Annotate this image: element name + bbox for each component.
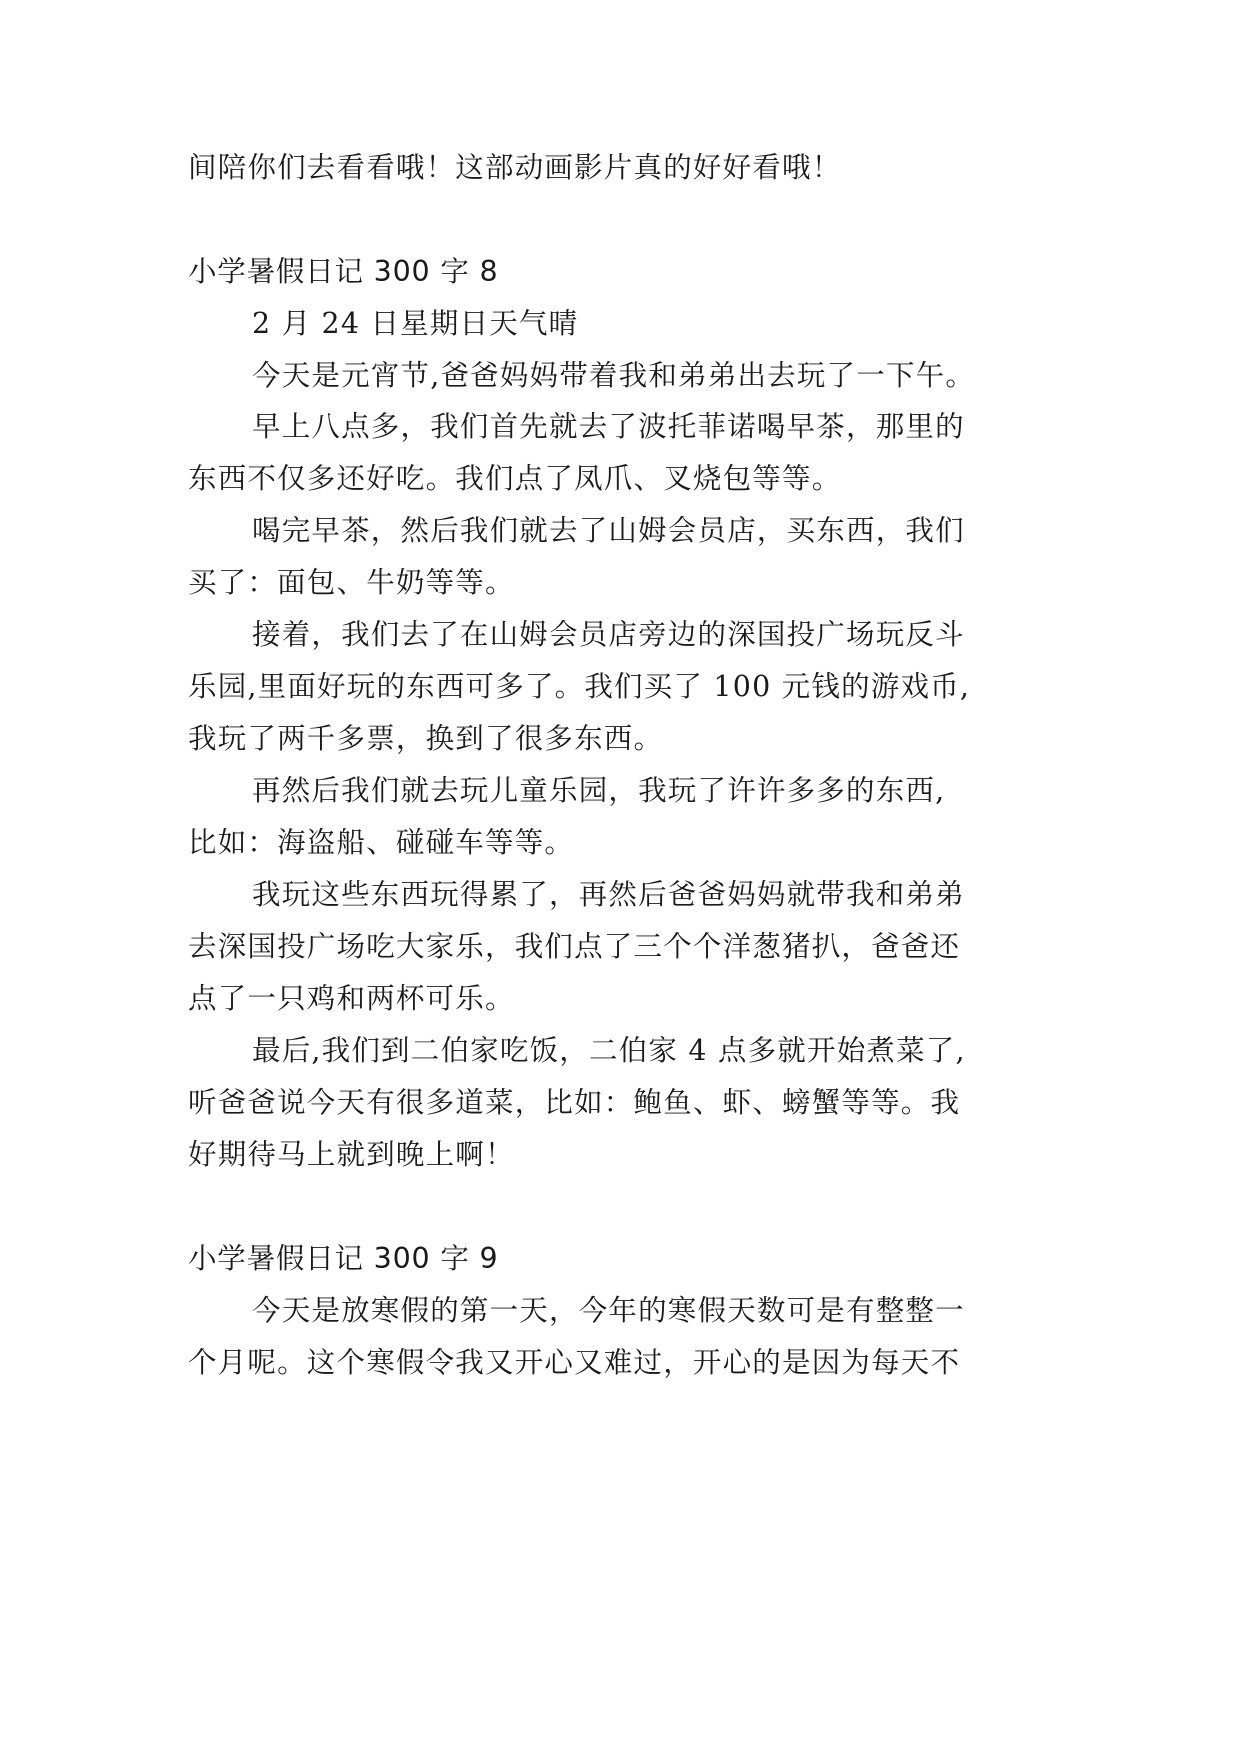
paragraph-line: 我玩了两千多票，换到了很多东西。 — [188, 722, 664, 755]
paragraph-line: 再然后我们就去玩儿童乐园，我玩了许许多多的东西, — [252, 774, 946, 807]
paragraph-line: 喝完早茶，然后我们就去了山姆会员店，买东西，我们 — [252, 514, 965, 547]
paragraph-line: 好期待马上就到晚上啊！ — [188, 1138, 515, 1171]
diary-date-line: 2 月 24 日星期日天气晴 — [252, 307, 579, 340]
paragraph-line: 东西不仅多还好吃。我们点了凤爪、叉烧包等等。 — [188, 462, 842, 495]
paragraph-line: 买了：面包、牛奶等等。 — [188, 566, 515, 599]
paragraph-line: 比如：海盗船、碰碰车等等。 — [188, 826, 575, 859]
section-heading: 小学暑假日记 300 字 8 — [188, 255, 499, 288]
paragraph-line: 点了一只鸡和两杯可乐。 — [188, 982, 515, 1015]
paragraph-line: 今天是放寒假的第一天，今年的寒假天数可是有整整一 — [252, 1294, 965, 1327]
paragraph-line: 听爸爸说今天有很多道菜，比如：鲍鱼、虾、螃蟹等等。我 — [188, 1086, 961, 1119]
paragraph-line: 乐园,里面好玩的东西可多了。我们买了 100 元钱的游戏币, — [188, 670, 971, 703]
paragraph-line: 去深国投广场吃大家乐，我们点了三个个洋葱猪扒，爸爸还 — [188, 930, 961, 963]
paragraph-line: 个月呢。这个寒假令我又开心又难过，开心的是因为每天不 — [188, 1346, 961, 1379]
paragraph-line: 间陪你们去看看哦！这部动画影片真的好好看哦！ — [188, 151, 842, 184]
paragraph-line: 最后,我们到二伯家吃饭，二伯家 4 点多就开始煮菜了, — [252, 1034, 966, 1067]
paragraph-line: 今天是元宵节,爸爸妈妈带着我和弟弟出去玩了一下午。 — [252, 359, 976, 392]
paragraph-line: 我玩这些东西玩得累了，再然后爸爸妈妈就带我和弟弟 — [252, 878, 965, 911]
section-heading: 小学暑假日记 300 字 9 — [188, 1242, 499, 1275]
paragraph-line: 接着，我们去了在山姆会员店旁边的深国投广场玩反斗 — [252, 618, 965, 651]
paragraph-line: 早上八点多，我们首先就去了波托菲诺喝早茶，那里的 — [252, 410, 965, 443]
